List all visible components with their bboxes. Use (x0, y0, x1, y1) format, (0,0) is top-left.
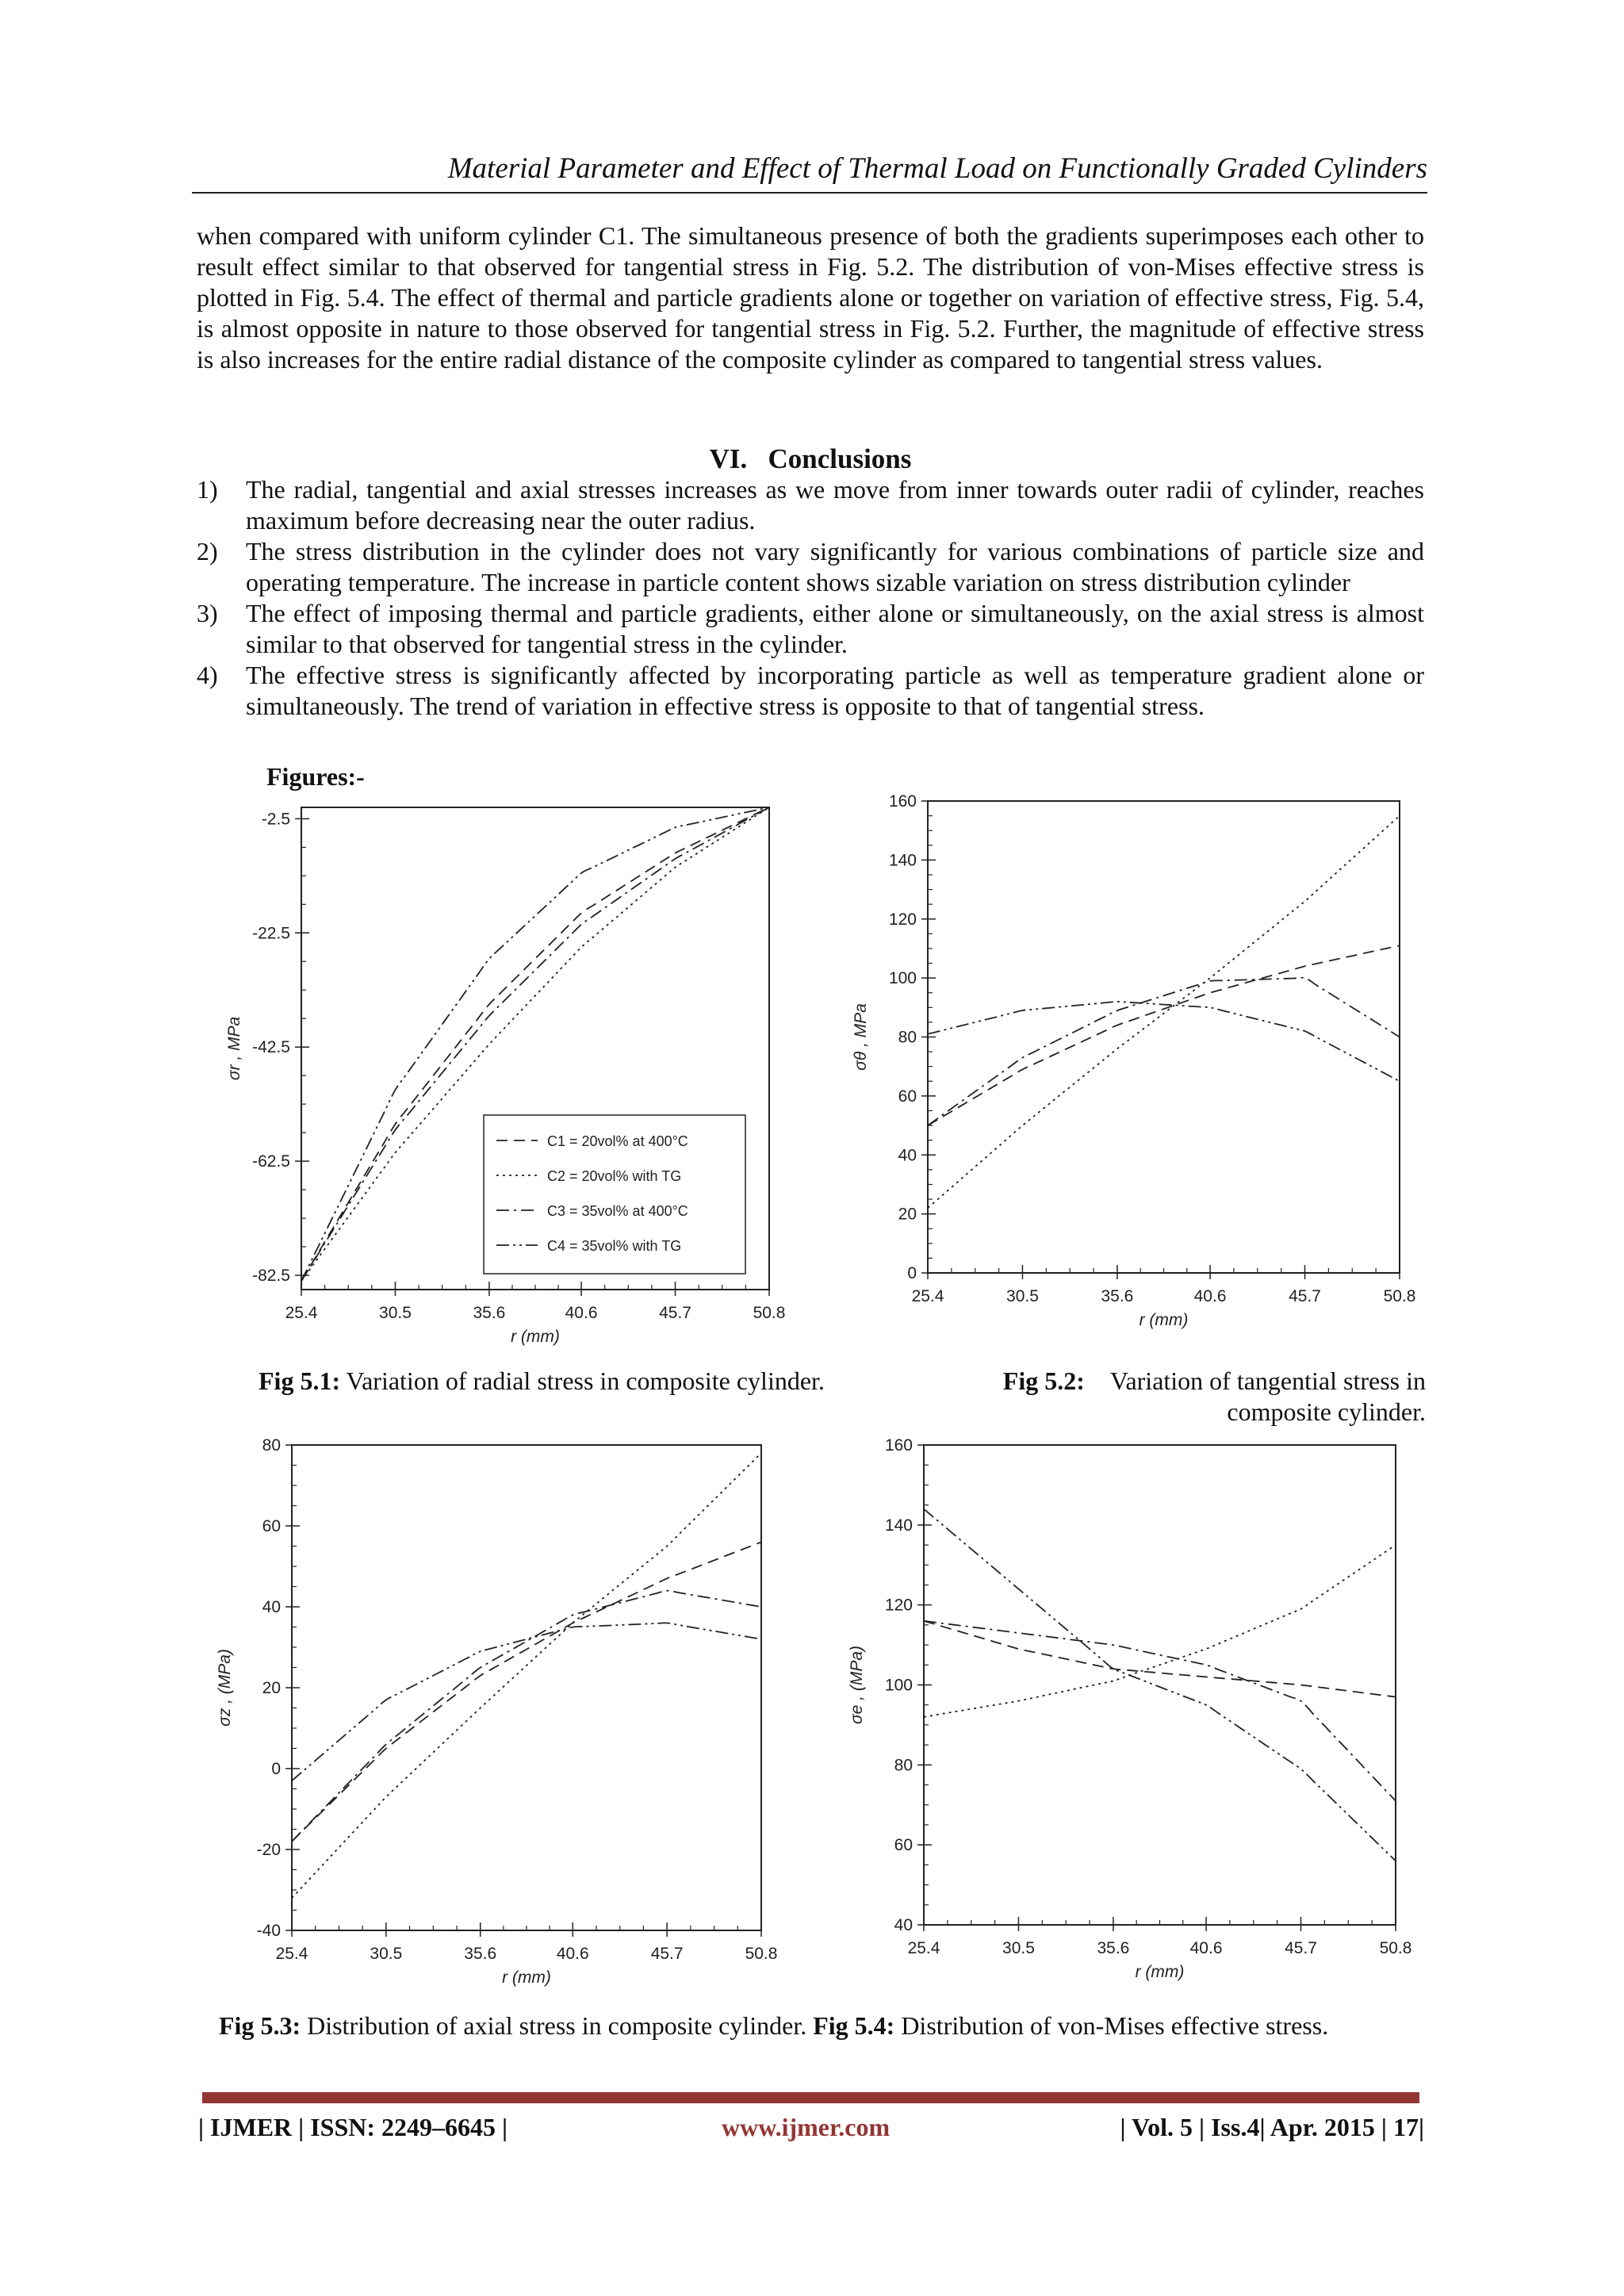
y-tick-label: 80 (894, 1756, 913, 1775)
legend-label: C3 = 35vol% at 400°C (547, 1203, 688, 1219)
y-axis-label: σz , (MPa) (216, 1649, 234, 1727)
x-tick-label: 40.6 (1193, 1287, 1227, 1305)
x-axis-label: r (mm) (511, 1328, 560, 1346)
x-tick-label: 35.6 (464, 1945, 497, 1963)
x-tick-label: 45.7 (1285, 1939, 1317, 1957)
y-tick-label: 100 (888, 969, 917, 988)
x-tick-label: 25.4 (275, 1945, 308, 1963)
caption-label: Fig 5.4: (813, 2011, 895, 2040)
series-line (292, 1542, 761, 1841)
plot-frame (924, 1445, 1396, 1925)
x-tick-label: 50.8 (1383, 1287, 1416, 1305)
y-tick-label: 100 (884, 1676, 913, 1695)
list-item (197, 536, 1424, 598)
x-tick-label: 50.8 (745, 1945, 778, 1963)
x-axis-label: r (mm) (1135, 1963, 1185, 1981)
caption-label: Fig 5.3: (219, 2011, 301, 2040)
conclusions-list (197, 474, 1424, 722)
x-tick-label: 30.5 (1006, 1287, 1039, 1305)
x-tick-label: 35.6 (1101, 1287, 1134, 1305)
list-item-text: The stress distribution in the cylinder does not vary significantly for various combinations of particle size and operating temperature. The increase in particle content shows sizable variation on stress distribution cylinder (246, 537, 1424, 596)
footer-rule (202, 2092, 1419, 2103)
x-tick-label: 50.8 (753, 1304, 786, 1322)
y-tick-label: 40 (898, 1146, 917, 1165)
x-tick-label: 30.5 (379, 1304, 412, 1322)
figures-label: Figures:- (266, 762, 365, 791)
caption-text: Variation of tangential stress in composite cylinder. (1109, 1366, 1426, 1426)
y-tick-label: 60 (262, 1517, 281, 1535)
x-axis-label: r (mm) (1139, 1311, 1189, 1329)
y-tick-label: 0 (271, 1760, 281, 1778)
caption-label: Fig 5.1: (259, 1366, 341, 1395)
series-line (292, 1623, 761, 1780)
list-item-number: 2) (197, 537, 218, 565)
running-head: Material Parameter and Effect of Thermal Load on Functionally Graded Cylinders (447, 152, 1427, 185)
plot-frame (928, 801, 1400, 1273)
caption-text: Variation of radial stress in composite cylinder. (340, 1366, 825, 1395)
y-tick-label: 20 (262, 1679, 281, 1697)
y-tick-label: 140 (888, 851, 917, 870)
y-tick-label: 20 (898, 1205, 917, 1224)
list-item-text: The effect of imposing thermal and particle gradients, either alone or simultaneously, on the axial stress is almost similar to that observed for tangential stress in the cylinder. (246, 599, 1424, 658)
y-tick-label: -2.5 (261, 810, 290, 829)
y-tick-label: 0 (907, 1264, 917, 1282)
fig-5-2-caption (974, 1366, 1426, 1428)
fig-5-3-chart (198, 1429, 817, 2016)
y-tick-label: 160 (888, 792, 917, 811)
list-item-number: 1) (197, 475, 218, 504)
y-tick-label: 80 (898, 1028, 917, 1047)
y-tick-label: 40 (262, 1598, 281, 1616)
y-tick-label: 60 (898, 1087, 917, 1106)
y-tick-label: -20 (256, 1841, 281, 1859)
y-axis-label: σe , (MPa) (848, 1645, 866, 1725)
y-tick-label: -22.5 (252, 924, 290, 943)
y-tick-label: 120 (884, 1596, 913, 1615)
y-tick-label: 120 (888, 910, 917, 929)
series-line (928, 978, 1400, 1125)
fig-5-1-chart (198, 790, 817, 1377)
x-tick-label: 40.6 (565, 1304, 598, 1322)
x-tick-label: 30.5 (1002, 1939, 1035, 1957)
y-tick-label: -82.5 (252, 1267, 290, 1286)
legend-label: C2 = 20vol% with TG (547, 1168, 682, 1184)
x-tick-label: 25.4 (911, 1287, 944, 1305)
y-axis-label: σθ , MPa (852, 1003, 870, 1071)
series-line (292, 1591, 761, 1842)
series-line (928, 945, 1400, 1125)
y-tick-label: 80 (262, 1436, 281, 1455)
series-line (292, 1453, 761, 1898)
x-tick-label: 25.4 (285, 1304, 318, 1322)
section-title: Conclusions (768, 443, 912, 474)
footer-volume-page: | Vol. 5 | Iss.4| Apr. 2015 | 17| (1120, 2113, 1424, 2141)
y-tick-label: 140 (884, 1516, 913, 1535)
list-item-text: The effective stress is significantly affected by incorporating particle as well as temperature gradient alone or simultaneously. The trend of variation in effective stress is opposite to that of tangential stress. (246, 661, 1424, 720)
fig-5-3-5-4-caption (219, 2010, 1328, 2041)
section-heading (197, 443, 1424, 476)
series-line (924, 1621, 1396, 1697)
x-tick-label: 40.6 (556, 1945, 589, 1963)
series-line (924, 1621, 1396, 1801)
list-item-text: The radial, tangential and axial stresses increases as we move from inner towards outer radii of cylinder, reaches maximum before decreasing near the outer radius. (246, 475, 1424, 535)
list-item-number: 4) (197, 661, 218, 689)
y-tick-label: -40 (256, 1922, 281, 1940)
fig-5-2-chart (817, 785, 1435, 1340)
x-tick-label: 45.7 (1289, 1287, 1321, 1305)
series-line (928, 816, 1400, 1209)
x-tick-label: 50.8 (1379, 1939, 1412, 1957)
y-tick-label: 40 (894, 1916, 913, 1934)
chart-legend (484, 1115, 745, 1274)
footer-website-link[interactable]: www.ijmer.com (722, 2113, 891, 2141)
y-tick-label: -62.5 (252, 1152, 290, 1171)
x-tick-label: 25.4 (907, 1939, 940, 1957)
list-item (197, 660, 1424, 722)
y-tick-label: 160 (884, 1436, 913, 1455)
series-line (924, 1545, 1396, 1717)
header-rule (192, 192, 1427, 194)
section-number: VI. (709, 443, 748, 474)
y-axis-label: σr , MPa (225, 1016, 243, 1081)
x-tick-label: 45.7 (659, 1304, 691, 1322)
fig-5-1-caption (259, 1366, 825, 1397)
y-tick-label: -42.5 (252, 1038, 290, 1057)
y-tick-label: 60 (894, 1836, 913, 1855)
plot-frame (292, 1445, 761, 1930)
x-tick-label: 45.7 (650, 1945, 684, 1963)
fig-5-4-chart (817, 1429, 1435, 2016)
x-tick-label: 40.6 (1189, 1939, 1223, 1957)
x-tick-label: 35.6 (1097, 1939, 1130, 1957)
series-line (924, 1509, 1396, 1861)
caption-label: Fig 5.2: (1002, 1366, 1085, 1395)
legend-label: C1 = 20vol% at 400°C (547, 1133, 688, 1149)
list-item (197, 598, 1424, 660)
footer-journal: | IJMER | ISSN: 2249–6645 | (198, 2113, 508, 2141)
list-item-number: 3) (197, 599, 218, 627)
list-item (197, 474, 1424, 536)
body-paragraph: when compared with uniform cylinder C1. The simultaneous presence of both the gradients superimposes each other to result effect similar to that observed for tangential stress in Fig. 5.2. The distribution of von-Mises effective stress is plotted in Fig. 5.4. The effect of thermal and particle gradients alone or together on variation of effective stress, Fig. 5.4, is almost opposite in nature to those observed for tangential stress in Fig. 5.2. Further, the magnitude of effective stress is also increases for the entire radial distance of the composite cylinder as compared to tangential stress values. (197, 221, 1424, 374)
legend-label: C4 = 35vol% with TG (547, 1238, 682, 1254)
x-tick-label: 30.5 (370, 1945, 403, 1963)
x-tick-label: 35.6 (473, 1304, 506, 1322)
x-axis-label: r (mm) (502, 1968, 551, 1987)
caption-text: Distribution of von-Mises effective stress. (894, 2011, 1329, 2040)
caption-text: Distribution of axial stress in composite cylinder. (301, 2011, 814, 2040)
